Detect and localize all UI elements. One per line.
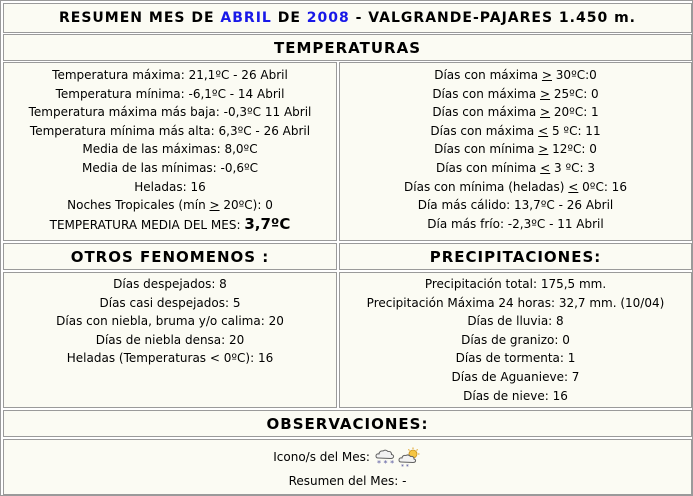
precip-line: Días de Aguanieve: 7 <box>451 369 580 384</box>
temperaturas-header-cell <box>3 34 692 61</box>
days-threshold-line: Días con máxima > 20ºC: 1 <box>432 105 599 120</box>
monthly-mean-label: TEMPERATURA MEDIA DEL MES: <box>49 217 245 232</box>
temp-line: Temperatura mínima: -6,1ºC - 14 Abril <box>55 86 285 101</box>
precip-line: Días de granizo: 0 <box>461 332 570 347</box>
title-year: 2008 <box>306 10 350 26</box>
otros-line: Días casi despejados: 5 <box>99 295 241 310</box>
svg-text:* *: * * <box>400 463 409 469</box>
precipitaciones-header-cell <box>339 243 692 270</box>
observaciones-body <box>3 439 692 495</box>
otros-line: Días despejados: 8 <box>113 277 227 291</box>
days-threshold-line: Días con máxima > 25ºC: 0 <box>432 86 599 101</box>
monthly-mean <box>4 215 336 234</box>
otros-header: OTROS FENOMENOS : <box>70 248 270 266</box>
temperaturas-header: TEMPERATURAS <box>273 39 421 57</box>
otros-line: Días con niebla, bruma y/o calima: 20 <box>56 314 284 329</box>
svg-text:* * *: * * * <box>376 458 394 468</box>
otros-body <box>3 272 337 408</box>
temp-line: Media de las mínimas: -0,6ºC <box>82 160 258 175</box>
otros-header-cell <box>3 243 337 270</box>
precip-line: Precipitación total: 175,5 mm. <box>424 277 607 291</box>
days-threshold-line: Días con mínima (heladas) < 0ºC: 16 <box>404 179 627 194</box>
observaciones-header: OBSERVACIONES: <box>266 415 429 433</box>
precipitaciones-body <box>339 272 692 408</box>
title-prefix: RESUMEN MES DE <box>59 10 221 26</box>
days-threshold-line: Días con mínima > 12ºC: 0 <box>434 142 597 157</box>
days-threshold-line: Días con mínima < 3 ºC: 3 <box>435 160 596 175</box>
days-threshold-line: Días con máxima < 5 ºC: 11 <box>430 123 601 138</box>
sun-cloud-icon <box>398 447 422 469</box>
monthly-mean-value: 3,7ºC <box>244 214 291 233</box>
temp-line: Media de las máximas: 8,0ºC <box>82 142 258 157</box>
resumen-line: Resumen del Mes: - <box>288 474 407 488</box>
icons-row <box>4 442 691 472</box>
coldest-day: Día más frío: -2,3ºC - 11 Abril <box>427 216 604 231</box>
days-threshold-line: Días con máxima > 30ºC:0 <box>434 68 597 82</box>
tropical-nights: Noches Tropicales (mín > 20ºC): 0 <box>67 198 273 213</box>
precip-line: Días de tormenta: 1 <box>455 351 576 366</box>
precip-line: Días de nieve: 16 <box>463 388 568 403</box>
title-mid: DE <box>271 10 307 26</box>
precip-line: Precipitación Máxima 24 horas: 32,7 mm. (10/04) <box>366 295 665 310</box>
snow-cloud-icon <box>374 447 396 469</box>
warmest-day: Día más cálido: 13,7ºC - 26 Abril <box>417 198 614 213</box>
otros-line: Heladas (Temperaturas < 0ºC): 16 <box>66 351 274 366</box>
temp-line: Temperatura mínima más alta: 6,3ºC - 26 Abril <box>29 123 311 138</box>
temp-line: Temperatura máxima: 21,1ºC - 26 Abril <box>52 68 288 82</box>
temp-line: Temperatura máxima más baja: -0,3ºC 11 Abril <box>28 105 312 120</box>
observaciones-header-cell <box>3 410 692 437</box>
icons-label: Icono/s del Mes: <box>273 450 374 464</box>
page-title <box>4 4 691 33</box>
precipitaciones-header: PRECIPITACIONES: <box>429 248 602 266</box>
temperaturas-right <box>339 62 692 241</box>
temp-line: Heladas: 16 <box>134 179 206 194</box>
title-month: ABRIL <box>220 10 272 26</box>
title-suffix: - VALGRANDE-PAJARES 1.450 m. <box>349 10 636 26</box>
title-bar <box>3 3 692 33</box>
precip-line: Días de lluvia: 8 <box>467 314 564 329</box>
temperaturas-left <box>3 62 337 241</box>
otros-line: Días de niebla densa: 20 <box>95 332 245 347</box>
